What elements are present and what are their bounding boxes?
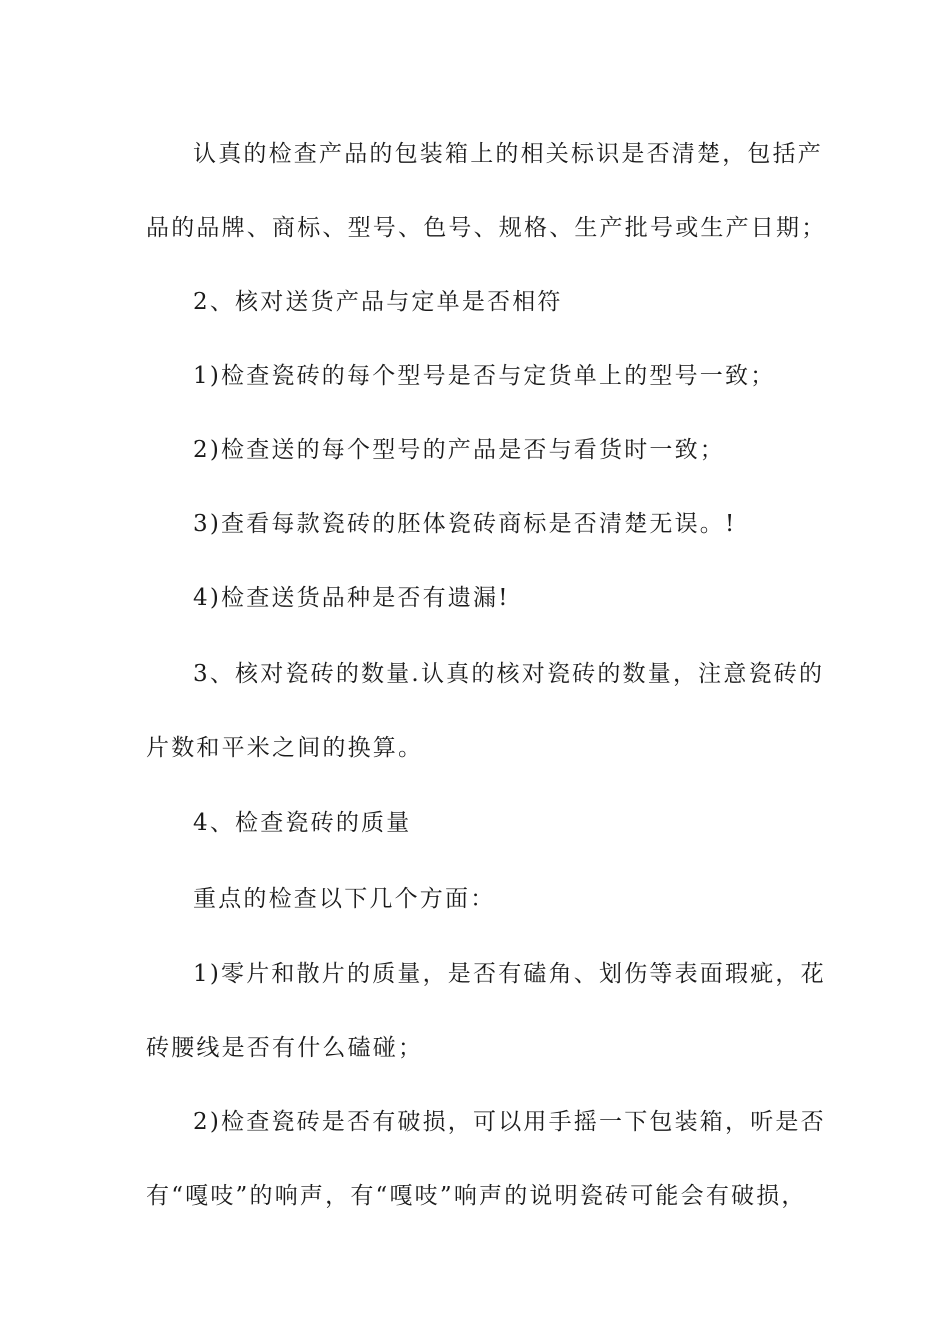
- list-item: 3)查看每款瓷砖的胚体瓷砖商标是否清楚无误。!: [193, 511, 737, 537]
- list-item: 4)检查送货品种是否有遗漏!: [193, 585, 510, 611]
- list-item-continuation: 有“嘎吱”的响声，有“嘎吱”响声的说明瓷砖可能会有破损，: [146, 1183, 807, 1209]
- paragraph-line: 3、核对瓷砖的数量.认真的核对瓷砖的数量，注意瓷砖的: [193, 661, 825, 687]
- list-item: 2)检查瓷砖是否有破损，可以用手摇一下包装箱，听是否: [193, 1109, 826, 1135]
- section-heading: 4、检查瓷砖的质量: [193, 810, 412, 836]
- paragraph-line: 品的品牌、商标、型号、色号、规格、生产批号或生产日期；: [146, 215, 827, 241]
- list-item: 1)检查瓷砖的每个型号是否与定货单上的型号一致；: [193, 363, 776, 389]
- paragraph-line: 重点的检查以下几个方面：: [193, 886, 496, 912]
- section-heading: 2、核对送货产品与定单是否相符: [193, 289, 563, 315]
- list-item-continuation: 砖腰线是否有什么磕碰；: [146, 1035, 424, 1061]
- list-item: 1)零片和散片的质量，是否有磕角、划伤等表面瑕疵，花: [193, 961, 826, 987]
- paragraph-line: 片数和平米之间的换算。: [146, 735, 424, 761]
- list-item: 2)检查送的每个型号的产品是否与看货时一致；: [193, 437, 726, 463]
- paragraph-line: 认真的检查产品的包装箱上的相关标识是否清楚，包括产: [193, 141, 823, 167]
